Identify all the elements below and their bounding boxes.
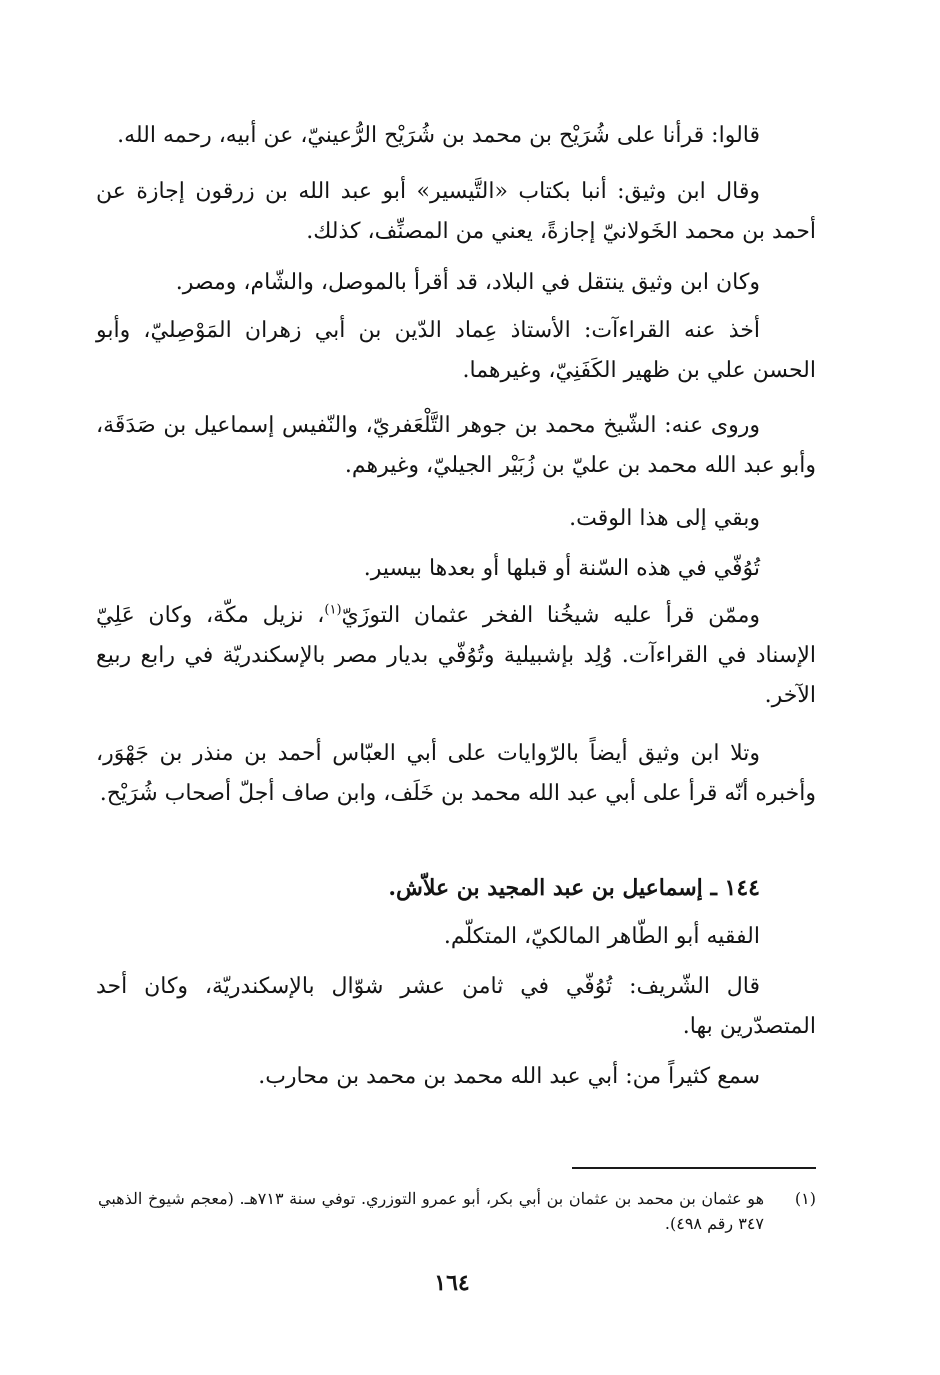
paragraph-5: وروى عنه: الشّيخ محمد بن جوهر التَّلْعَفريّ، والنّفيس إسماعيل بن صَدَقَة، وأبو عبد الله محمد بن عليّ بن زُبَيْر الجيليّ، وغيرهم. [96, 413, 816, 478]
footnote-marker: (١) [794, 1189, 816, 1208]
paragraph-recitations: وتلا ابن وثيق أيضاً بالرّوايات على أبي العبّاس أحمد بن منذر بن جَهْوَر، وأخبره أنّه قرأ على أبي عبد الله محمد بن خَلَف، وابن صاف أجلّ أصحاب شُرَيْح. [96, 741, 816, 806]
entry-paragraph-1: الفقيه أبو الطّاهر المالكيّ، المتكلّم. [443, 924, 760, 949]
paragraph-3: وكان ابن وثيق ينتقل في البلاد، قد أقرأ بالموصل، والشّام، ومصر. [175, 270, 760, 295]
paragraph-1: قالوا: قرأنا على شُرَيْح بن محمد بن شُرَيْح الرُّعينيّ، عن أبيه، رحمه الله. [117, 123, 760, 148]
paragraph-2: وقال ابن وثيق: أنبا بكتاب «التَّيسير» أبو عبد الله بن زرقون إجازة عن أحمد بن محمد الخَولانيّ إجازةً، يعني من المصنِّف، كذلك. [96, 179, 816, 244]
page-number: ١٦٤ [434, 1270, 470, 1296]
paragraph-text-after-note: ، نزيل مكّة، وكان عَلِيّ الإسناد في القراءآت. وُلِد بإشبيلية وتُوُفّي بديار مصر بالإسكندريّة في رابع ربيع الآخر. [96, 603, 816, 708]
footnote-reference[interactable]: (١) [324, 602, 342, 618]
paragraph-6: وبقي إلى هذا الوقت. [569, 506, 760, 531]
entry-heading: ١٤٤ ـ إسماعيل بن عبد المجيد بن علاّش. [388, 875, 760, 901]
footnote-divider [572, 1167, 816, 1169]
paragraph-7: تُوُفّي في هذه السّنة أو قبلها أو بعدها بيسير. [363, 556, 760, 581]
footnote [98, 1186, 816, 1236]
paragraph-text-before-note: وممّن قرأ عليه شيخُنا الفخر عثمان التوزَيّ [341, 603, 760, 628]
entry-paragraph-2: قال الشّريف: تُوُفّي في ثامن عشر شوّال بالإسكندريّة، وكان أحد المتصدّرين بها. [96, 974, 816, 1039]
entry-paragraph-3: سمع كثيراً من: أبي عبد الله محمد بن محمد بن محارب. [258, 1064, 760, 1089]
footnote-text: هو عثمان بن محمد بن عثمان بن أبي بكر، أبو عمرو التوزري. توفي سنة ٧١٣هـ. (معجم شيوخ الذهبي ٣٤٧ رقم ٤٩٨). [98, 1189, 765, 1233]
paragraph-4: أخذ عنه القراءآت: الأستاذ عِماد الدّين بن أبي زهران المَوْصِليّ، وأبو الحسن علي بن ظهير الكَفَنِيّ، وغيرهما. [96, 318, 816, 383]
paragraph-with-footnote [96, 596, 816, 716]
